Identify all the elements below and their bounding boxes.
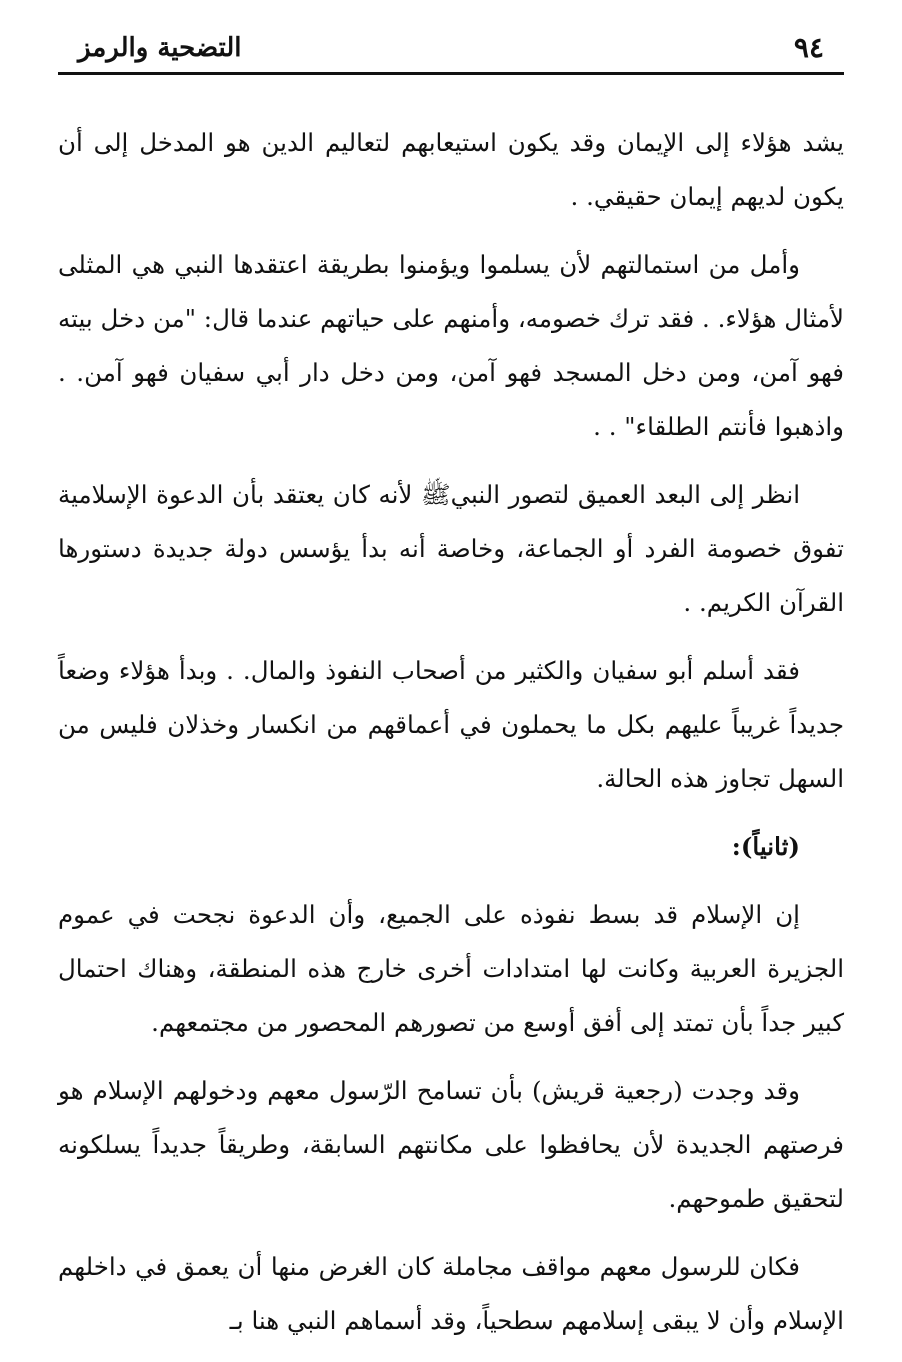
page-header	[58, 28, 844, 72]
header-rule	[58, 72, 844, 75]
running-title: التضحية والرمز	[78, 33, 242, 63]
paragraph-courtesy: فكان للرسول معهم مواقف مجاملة كان الغرض منها أن يعمق في داخلهم الإسلام وأن لا يبقى إسلامهم سطحياً، وقد أسماهم النبي هنا بـ	[58, 1252, 844, 1335]
paragraph-prophet-vision: انظر إلى البعد العميق لتصور النبيﷺ لأنه كان يعتقد بأن الدعوة الإسلامية تفوق خصومة الفرد أو الجماعة، وخاصة أنه بدأ يؤسس دولة جديدة دستورها القرآن الكريم. .	[58, 480, 844, 617]
paragraph-quraysh: وقد وجدت (رجعية قريش) بأن تسامح الرّسول معهم ودخولهم الإسلام هو فرصتهم الجديدة لأن يحافظوا على مكانتهم السابقة، وطريقاً جديداً يسلكونه لتحقيق طموحهم.	[58, 1076, 844, 1213]
paragraph-abu-sufyan: فقد أسلم أبو سفيان والكثير من أصحاب النفوذ والمال. . وبدأ هؤلاء وضعاً جديداً غريباً عليهم بكل ما يحملون في أعماقهم من انكسار وخذلان فليس من السهل تجاوز هذه الحالة.	[58, 656, 844, 793]
page-body	[58, 116, 844, 1362]
page-number: ٩٤	[793, 31, 824, 64]
paragraph-islam-influence: إن الإسلام قد بسط نفوذه على الجميع، وأن الدعوة نجحت في عموم الجزيرة العربية وكانت لها امتدادات أخرى خارج هذه المنطقة، وهناك احتمال كبير جداً بأن تمتد إلى أفق أوسع من تصورهم المحصور من مجتمعهم.	[58, 900, 844, 1037]
section-subheading: (ثانياً):	[731, 832, 800, 861]
paragraph-amnesty: وأمل من استمالتهم لأن يسلموا ويؤمنوا بطريقة اعتقدها النبي هي المثلى لأمثال هؤلاء. . فقد ترك خصومه، وأمنهم على حياتهم عندما قال: "من دخل بيته فهو آمن، ومن دخل المسجد فهو آمن، ومن دخل دار أبي سفيان فهو آمن. . واذهبوا فأنتم الطلقاء" . .	[58, 250, 844, 441]
paragraph-continuation: يشد هؤلاء إلى الإيمان وقد يكون استيعابهم لتعاليم الدين هو المدخل إلى أن يكون لديهم إيمان حقيقي. .	[58, 128, 844, 211]
